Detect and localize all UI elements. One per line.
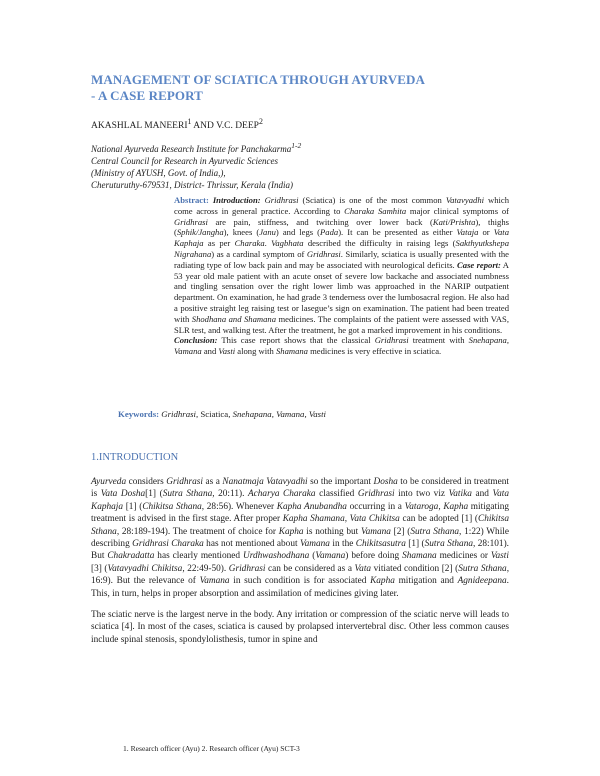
keywords-text <box>161 409 326 419</box>
italic-term: Ayurveda <box>91 477 127 487</box>
text-run: This case report shows that the classical <box>221 335 375 346</box>
text-run: The sciatic nerve is the largest nerve in the body. Any irritation or compression of the sciatic nerve will leads to sciatica [4]. In most of the cases, sciatica is caused by prolapsed intervertebral disc. Other less common causes include spinal stenosis, spondylolisthesis, tumor in spine and <box>91 610 509 645</box>
affiliation-marker: 1-2 <box>291 141 302 150</box>
italic-term: Gridhrasi <box>374 335 409 346</box>
text-run: [1] ( <box>123 501 143 512</box>
affiliation-institute: National Ayurveda Research Institute for Panchakarma <box>91 144 292 154</box>
italic-term: Vata Dosha <box>100 489 146 500</box>
text-run: has clearly mentioned <box>154 551 243 562</box>
abstract-block <box>174 195 509 357</box>
text-run: , 22:49-50). <box>182 563 229 574</box>
affiliation-line: Cheruturuthy-679531, District- Thrissur, Kerala (India) <box>91 180 294 190</box>
text-run: or <box>478 227 494 238</box>
author-line <box>91 117 263 131</box>
author-conjunction: AND <box>191 121 217 132</box>
abstract-conclusion-text <box>174 335 509 356</box>
text-run: [1] ( <box>145 489 163 500</box>
italic-term: Vagbhata <box>271 238 304 249</box>
italic-term: Urdhwashodhana <box>243 551 310 562</box>
abstract-introduction-text <box>174 195 509 270</box>
text-run: , Sciatica, <box>195 409 233 419</box>
italic-term: Chikitsa Sthana <box>142 501 202 512</box>
italic-term: Kapha Anubandha <box>276 501 347 512</box>
text-run: 16:9). But the relevance of <box>91 576 200 587</box>
italic-term: Vasti <box>490 551 509 562</box>
text-run: , <box>304 409 309 419</box>
title-line-2: - A CASE REPORT <box>91 88 203 103</box>
text-run: mitigating treatment is advised in the first stage. After proper <box>91 501 510 525</box>
introduction-body <box>91 476 509 655</box>
italic-term: Kati/Prishta <box>432 216 476 227</box>
text-run: , 28:101). But <box>91 539 509 562</box>
italic-term: Kapha Shamana, Vata Chikitsa <box>282 514 400 525</box>
italic-term: Gridhrasi <box>161 409 196 419</box>
text-run: . This, in turn, helps in proper absorption and assimilation of medicines giving later. <box>91 576 509 599</box>
italic-term: Snehapana <box>232 409 272 419</box>
text-run: ) before doing <box>345 551 403 562</box>
italic-term: Vatavyadhi Chikitsa <box>107 563 183 574</box>
keywords-label: Keywords: <box>118 409 160 419</box>
text-run: in such condition is for associated <box>229 576 371 587</box>
italic-term: Snehapana <box>468 335 507 346</box>
italic-term: Acharya Charaka <box>247 489 316 500</box>
conclusion-label: Conclusion: <box>174 335 218 346</box>
text-run: A 53 year old male patient with an acute onset of severe low backache and associated numbness and tingling sensation over the right lower limb was approached in the NARIP outpatient department. On examination, he had grade 3 tenderness over the lumbosacral region. He also had a positive straight leg raising test or lasegue’s sign on examination. The patient had been treated with <box>174 259 509 324</box>
affiliation-line: (Ministry of AYUSH, Govt. of India,), <box>91 168 226 178</box>
abstract-paragraph <box>174 195 509 335</box>
italic-term: Vasti <box>308 409 326 419</box>
affiliation-block <box>91 140 301 191</box>
body-paragraph <box>91 476 509 600</box>
case-report-label: Case report: <box>457 259 501 270</box>
italic-term: Vamana <box>276 409 305 419</box>
italic-term: Sutra Sthana, <box>458 563 510 574</box>
italic-term: Charaka <box>234 238 265 249</box>
italic-term: Vamana <box>199 576 230 587</box>
italic-term: Shamana <box>275 346 308 357</box>
italic-term: Gridhrasi <box>166 477 203 487</box>
text-run: as a <box>202 477 223 487</box>
italic-term: Vamana <box>315 551 346 562</box>
text-run: to be considered in treatment is <box>91 477 510 500</box>
text-run: which come across in general practice. According to <box>174 195 509 216</box>
text-run: occurring in a <box>346 501 405 512</box>
footnote: 1. Research officer (Ayu) 2. Research officer (Ayu) SCT-3 <box>123 744 300 753</box>
title-line-1: MANAGEMENT OF SCIATICA THROUGH AYURVEDA <box>91 72 426 87</box>
text-run: . <box>264 238 272 249</box>
italic-term: Nanatmaja Vatavyadhi <box>222 477 308 487</box>
text-run: [3] ( <box>91 563 108 574</box>
text-run: considers <box>126 477 167 487</box>
text-run: medicines is very effective in sciatica. <box>307 346 442 357</box>
italic-term: Sphik/Jangha <box>176 227 224 238</box>
text-run: . Similarly, sciatica is usually presented with the radiating type of low back pain and may be associated with neurological deficits. <box>174 248 509 270</box>
text-run: in the <box>329 539 356 550</box>
italic-term: Gridhrasi <box>228 563 266 574</box>
italic-term: Shodhana and Shamana <box>191 313 276 324</box>
text-run: [1] ( <box>405 539 425 550</box>
text-run: has not mentioned about <box>203 539 300 550</box>
italic-term: Chikitsa Sthana <box>91 514 509 537</box>
text-run: ) and legs ( <box>275 227 321 238</box>
author-2-marker: 2 <box>258 117 263 126</box>
text-run: ). It can be presented as either <box>338 227 457 238</box>
text-run: described the difficulty in raising legs ( <box>303 238 456 249</box>
italic-term: Chikitsasutra <box>355 539 406 550</box>
text-run: major clinical symptoms of <box>406 205 509 216</box>
text-run: , 28:56). Whenever <box>201 501 277 512</box>
section-heading: 1.INTRODUCTION <box>91 452 179 463</box>
text-run: and <box>471 489 493 500</box>
italic-term: Gridhrasi <box>174 216 208 227</box>
italic-term: Shamana <box>402 551 437 562</box>
italic-term: Sutra Sthana <box>424 539 474 550</box>
italic-term: Gridhrasi <box>357 489 395 500</box>
italic-term: Gridhrasi <box>306 248 341 259</box>
italic-term: Vamana <box>360 526 391 537</box>
text-run: as per <box>203 238 235 249</box>
text-run: ( <box>309 551 316 562</box>
affiliation-line: Central Council for Research in Ayurvedic Sciences <box>91 156 278 166</box>
text-run: and <box>201 346 219 357</box>
text-run: so the important <box>307 477 374 487</box>
italic-term: Kapha <box>278 526 304 537</box>
italic-term: Sakthyutkshepa Nigrahana <box>174 238 510 259</box>
text-run: are pain, stiffness, and twitching over lower back ( <box>207 216 433 227</box>
keywords-line <box>118 409 326 419</box>
italic-term: Vasti <box>218 346 236 357</box>
text-run: can be adopted [1] ( <box>399 514 478 525</box>
abstract-conclusion <box>174 335 509 357</box>
text-run: treatment with <box>408 335 469 346</box>
italic-term: Kapha <box>370 576 395 587</box>
italic-term: Chakradatta <box>107 551 155 562</box>
italic-term: Vata Kaphaja <box>91 489 509 512</box>
italic-term: Sutra Sthana <box>410 526 460 537</box>
italic-term: Vata <box>354 563 372 574</box>
abstract-case-text <box>174 260 509 335</box>
text-run: can be considered as a <box>265 563 355 574</box>
text-run: into two viz <box>394 489 449 500</box>
italic-term: Vataja <box>456 227 479 238</box>
text-run: [2] ( <box>390 526 411 537</box>
text-run: classified <box>315 489 358 500</box>
italic-term: Vataroga, Kapha <box>404 501 469 512</box>
text-run: , <box>506 335 509 346</box>
italic-term: Pada <box>320 227 339 238</box>
introduction-label: Introduction: <box>212 195 261 205</box>
paper-title <box>91 72 451 104</box>
text-run: is nothing but <box>303 526 361 537</box>
author-1-marker: 1 <box>187 117 192 126</box>
text-run: , 28:189-194). The treatment of choice for <box>116 526 279 537</box>
text-run: medicines or <box>436 551 491 562</box>
italic-term: Vamana <box>299 539 330 550</box>
text-run: ), knees ( <box>223 227 260 238</box>
abstract-label: Abstract: <box>174 195 209 205</box>
italic-term: Gridhrasi <box>264 195 299 205</box>
author-2: V.C. DEEP <box>216 121 259 132</box>
italic-term: Vatika <box>448 489 472 500</box>
text-run: , 1:22) While describing <box>91 526 509 550</box>
italic-term: Vatavyadhi <box>445 195 485 205</box>
text-run: , <box>271 409 277 419</box>
italic-term: Gridhrasi Charaka <box>132 539 204 550</box>
affiliation-line <box>91 140 301 155</box>
italic-term: Charaka Samhita <box>344 205 407 216</box>
text-run: along with <box>235 346 276 357</box>
text-run: mitigation and <box>394 576 458 587</box>
text-run: medicines. The complaints of the patient were assessed with VAS, SLR test, and walking test. After the treatment, he got a marked improvement in his conditions. <box>174 313 509 335</box>
italic-term: Dosha <box>373 477 398 487</box>
body-paragraph <box>91 609 509 646</box>
text-run: 20:11). <box>214 489 248 500</box>
italic-term: Vamana <box>174 346 202 357</box>
text-run: ), thighs ( <box>174 216 509 238</box>
text-run: (Sciatica) is one of the most common <box>298 195 446 205</box>
italic-term: Janu <box>259 227 276 238</box>
italic-term: Vata Kaphaja <box>174 227 509 249</box>
author-1: AKASHLAL MANEERI <box>91 121 188 132</box>
italic-term: Sutra Sthana, <box>162 489 215 500</box>
text-run: ) as a cardinal symptom of <box>211 248 307 259</box>
text-run: vitiated condition [2] ( <box>371 563 459 574</box>
italic-term: Agnideepana <box>457 576 507 587</box>
